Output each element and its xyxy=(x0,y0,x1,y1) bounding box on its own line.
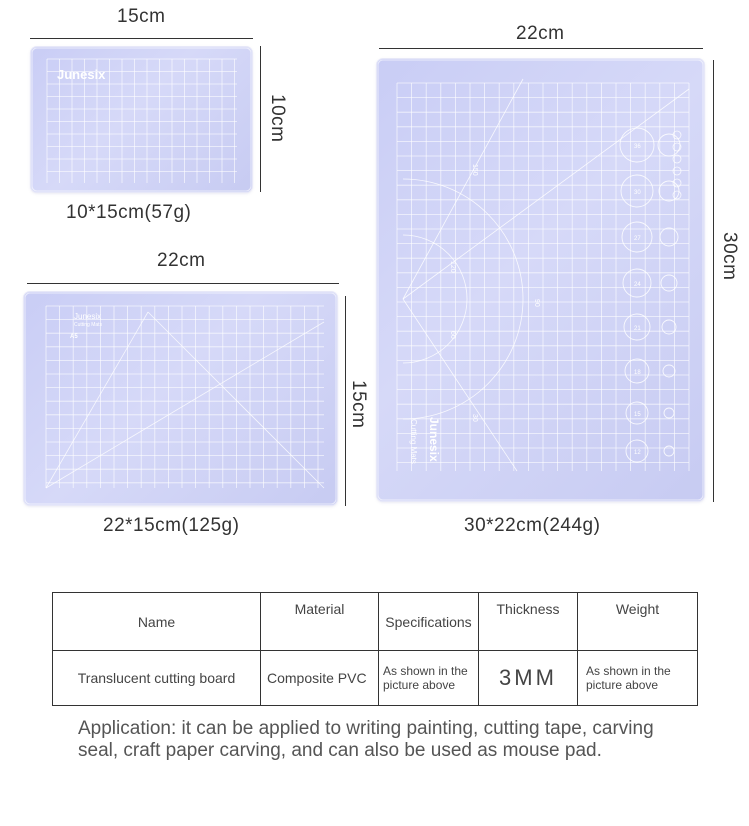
header-weight: Weight xyxy=(578,593,698,651)
mat2-width-line xyxy=(27,283,339,284)
header-specifications: Specifications xyxy=(379,593,479,651)
angle-label: 30 xyxy=(471,414,478,422)
stencil-circle xyxy=(664,408,674,418)
cell-name: Translucent cutting board xyxy=(53,651,261,706)
circle-size-label: 12 xyxy=(634,450,641,456)
mat3-cutting-mat xyxy=(377,59,704,501)
mat1-height-line xyxy=(260,46,261,192)
mat2-width-label: 22cm xyxy=(157,250,206,271)
protractor-arc xyxy=(403,179,523,419)
angle-label: 60 xyxy=(449,331,456,339)
mat3-brand: Junesix xyxy=(427,417,441,462)
mat2-size-code: A5 xyxy=(70,334,78,340)
cell-thickness: 3MM xyxy=(479,651,578,706)
circle-size-label: 21 xyxy=(634,326,641,332)
header-thickness: Thickness xyxy=(479,593,578,651)
header-material: Material xyxy=(261,593,379,651)
table-header-row xyxy=(53,593,698,651)
mat1-brand: Junesix xyxy=(57,67,106,82)
mat3-height-line xyxy=(713,60,714,502)
stencil-circle xyxy=(662,320,676,334)
mat1-caption: 10*15cm(57g) xyxy=(66,202,192,223)
cell-material: Composite PVC xyxy=(261,651,379,706)
mat3-height-label: 30cm xyxy=(719,232,740,281)
stencil-circle xyxy=(664,446,674,456)
mat1-cutting-mat xyxy=(31,47,252,192)
spec-table xyxy=(52,592,698,706)
header-name: Name xyxy=(53,593,261,651)
mat2-sub-brand: Cutting Mats xyxy=(74,322,103,328)
application-text: Application: it can be applied to writing painting, cutting tape, carving seal, craft paper carving, and can also be used as mouse pad. xyxy=(78,718,654,761)
mat2-height-label: 15cm xyxy=(348,380,369,429)
mat2-height-line xyxy=(345,296,346,506)
circle-size-label: 36 xyxy=(634,144,641,150)
mat3-width-label: 22cm xyxy=(516,23,565,44)
angle-label: 120 xyxy=(449,261,456,273)
mat3-caption: 30*22cm(244g) xyxy=(464,515,601,536)
mat2-brand: Junesix xyxy=(74,312,102,321)
mat2-cutting-mat xyxy=(24,292,337,505)
cell-specifications: As shown in the picture above xyxy=(379,651,479,706)
mat3-sub-brand: Cutting Mats xyxy=(409,419,418,464)
protractor-arc xyxy=(403,235,467,363)
mat1-width-label: 15cm xyxy=(117,6,166,27)
circle-size-label: 24 xyxy=(634,282,641,288)
circle-size-label: 15 xyxy=(634,412,641,418)
circle-size-label: 30 xyxy=(634,190,641,196)
mat1-width-line xyxy=(30,38,253,39)
angle-label: 150 xyxy=(471,164,478,176)
circle-size-label: 27 xyxy=(634,236,641,242)
mat1-height-label: 10cm xyxy=(267,94,288,143)
angle-line xyxy=(403,89,689,299)
angle-line xyxy=(403,299,517,471)
mat2-caption: 22*15cm(125g) xyxy=(103,515,240,536)
angle-label: 90 xyxy=(533,299,540,307)
mat2-grid xyxy=(24,292,337,505)
stencil-circle xyxy=(658,134,680,156)
circle-size-label: 18 xyxy=(634,370,641,376)
table-row xyxy=(53,651,698,706)
diagonal-line xyxy=(46,312,148,488)
cell-weight: As shown in the picture above xyxy=(578,651,698,706)
mat3-width-line xyxy=(379,48,703,49)
